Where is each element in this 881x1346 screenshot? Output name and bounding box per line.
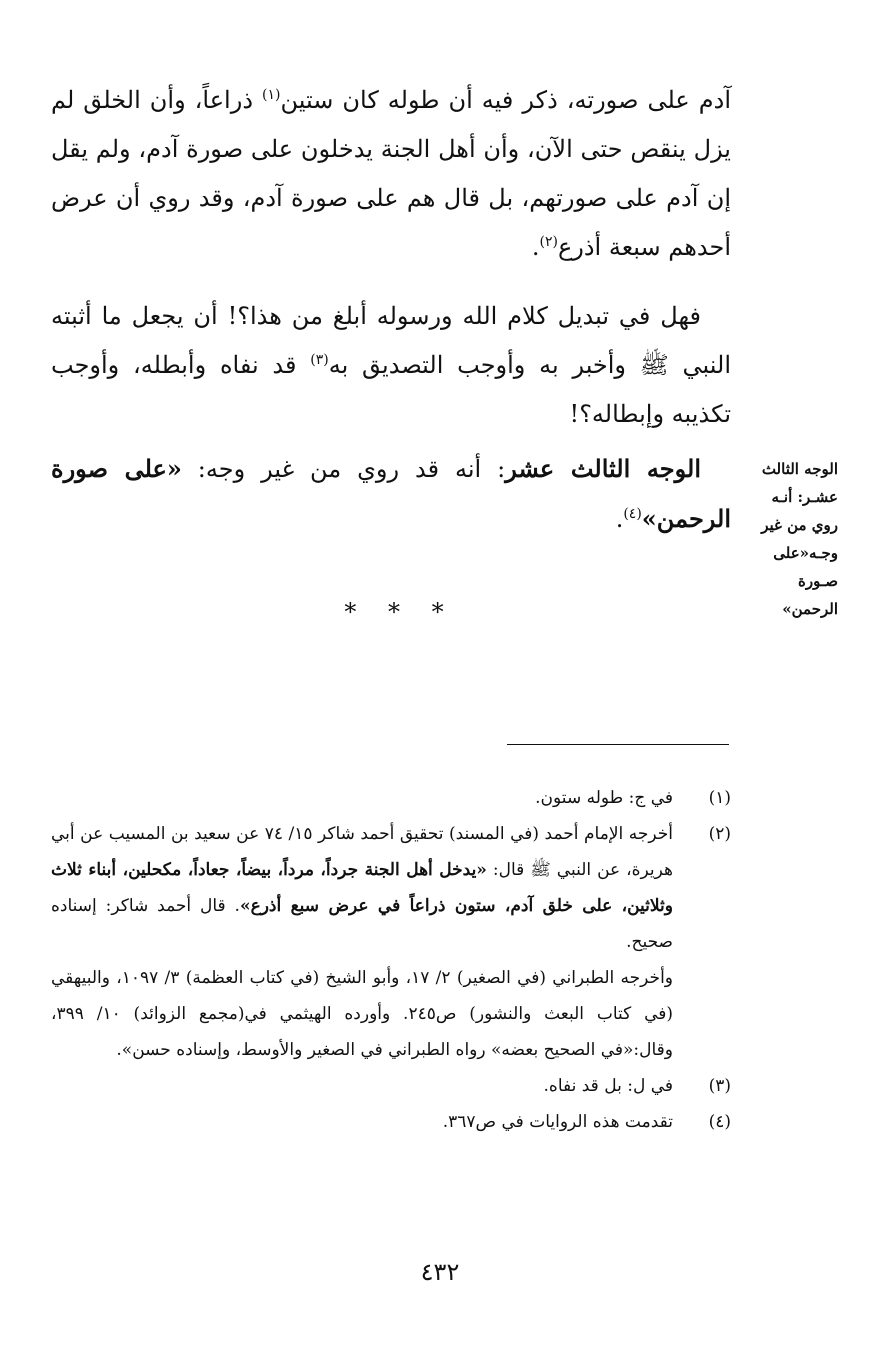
footnote-2-text <box>51 824 673 1060</box>
footnote-2-text-a: أخرجه الإمام أحمد (في المسند) تحقيق أحمد شاكر ١٥/ ٧٤ عن سعيد بن المسيب عن أبي هريرة، عن النبي ﷺ قال: <box>51 824 673 880</box>
footnote-ref-1: (١) <box>262 87 281 103</box>
paragraph-1 <box>51 76 731 272</box>
paragraph-3 <box>51 444 731 544</box>
margin-note-line-6: الرحمن» <box>782 600 838 618</box>
margin-note-line-3: روي من غير <box>761 516 838 534</box>
footnote-ref-4: (٤) <box>623 506 642 522</box>
footnote-divider <box>507 744 729 745</box>
paragraph-1-end: . <box>531 233 540 261</box>
margin-note-line-4: وجـه«على <box>773 544 838 562</box>
section-heading: الوجه الثالث عشر <box>505 454 702 483</box>
footnote-ref-2: (٢) <box>539 234 558 250</box>
paragraph-3-end: . <box>615 505 624 533</box>
footnote-2 <box>51 816 731 1068</box>
footnote-2-text-c: . قال أحمد شاكر: إسناده صحيح. <box>51 896 673 952</box>
footnote-3 <box>51 1068 731 1104</box>
margin-note <box>750 455 838 623</box>
footnote-2-number: (٢) <box>708 824 731 844</box>
footnote-1 <box>51 780 731 816</box>
paragraph-3-quote: «على صورة الرحمن» <box>51 454 731 533</box>
footnote-2-hadith-quote: «يدخل أهل الجنة جرداً، مرداً، بيضاً، جعاداً، مكحلين، أبناء ثلاث وثلاثين، على خلق آدم، ستون ذراعاً في عرض سبع أذرع» <box>51 860 673 916</box>
footnote-3-text: في ل: بل قد نفاه. <box>543 1076 673 1096</box>
margin-note-line-2: عشـر: أنـه <box>771 488 838 506</box>
paragraph-2-text-b: قد نفاه وأبطله، وأوجب تكذيبه وإبطاله؟! <box>51 351 731 428</box>
section-separator: * * * <box>344 598 456 626</box>
paragraph-2 <box>51 292 731 439</box>
paragraph-3-text: : أنه قد روي من غير وجه: <box>181 455 506 483</box>
footnote-ref-3: (٣) <box>310 352 329 368</box>
footnote-1-text: في ج: طوله ستون. <box>535 788 673 808</box>
footnote-3-number: (٣) <box>708 1076 731 1096</box>
footnote-2-text-d: وأخرجه الطبراني (في الصغير) ٢/ ١٧، وأبو الشيخ (في كتاب العظمة) ٣/ ١٠٩٧، والبيهقي (في كتاب البعث والنشور) ص٢٤٥. وأورده الهيثمي في(مجمع الزوائد) ١٠/ ٣٩٩، وقال:«في الصحيح بعضه» رواه الطبراني في الصغير والأوسط، وإسناده حسن». <box>51 968 674 1060</box>
footnote-1-number: (١) <box>708 788 731 808</box>
footnote-4 <box>51 1104 731 1140</box>
page-number: ٤٣٢ <box>420 1258 460 1286</box>
paragraph-1-text-b: ذراعاً، وأن الخلق لم يزل ينقص حتى الآن، وأن أهل الجنة يدخلون على صورة آدم، ولم يقل إن آدم على صورتهم، بل قال هم على صورة آدم، وقد روي أن عرض أحدهم سبعة أذرع <box>51 86 732 261</box>
footnote-4-number: (٤) <box>708 1112 731 1132</box>
margin-note-line-1: الوجه الثالث <box>761 460 838 478</box>
paragraph-1-text-a: آدم على صورته، ذكر فيه أن طوله كان ستين <box>280 86 731 114</box>
footnotes <box>51 780 731 1140</box>
paragraph-2-text-a: فهل في تبديل كلام الله ورسوله أبلغ من هذا؟! أن يجعل ما أثبته النبي ﷺ وأخبر به وأوجب التصديق به <box>51 302 732 379</box>
footnote-4-text: تقدمت هذه الروايات في ص٣٦٧. <box>442 1112 673 1132</box>
margin-note-line-5: صـورة <box>798 572 838 590</box>
